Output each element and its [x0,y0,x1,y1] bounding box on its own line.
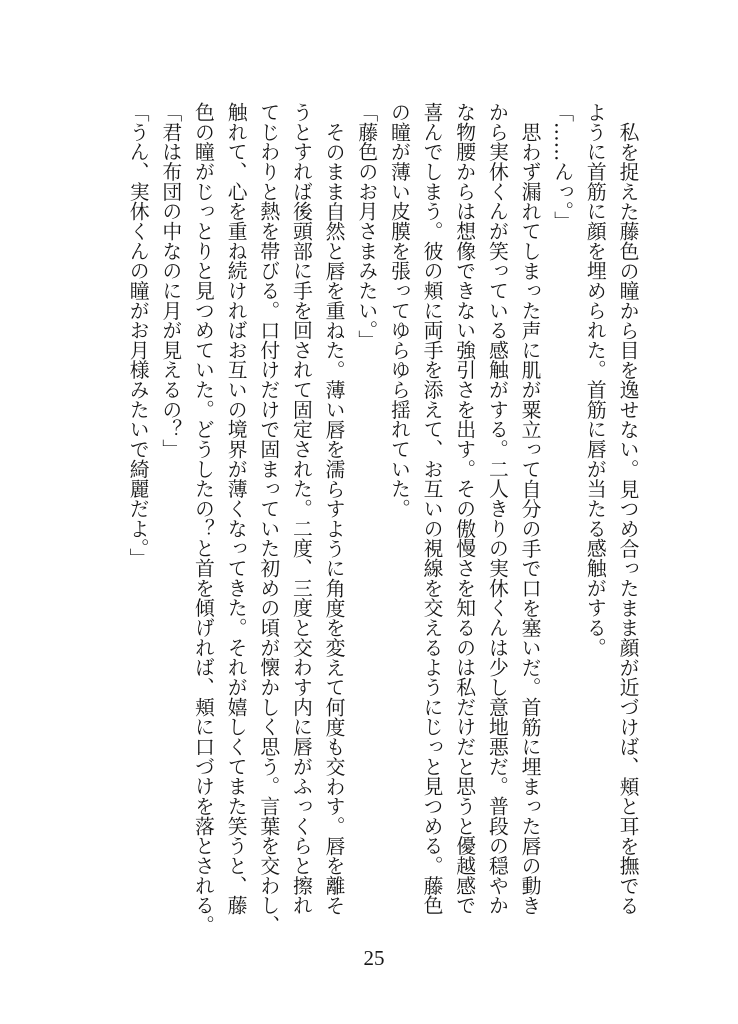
text-line: 色の瞳がじっとりと見つめていた。どうしたの？と首を傾げれば、頬に口づけを落とされる。 [191,102,215,935]
text-line: な物腰からは想像できない強引さを出す。その傲慢さを知るのは私だけだと思うと優越感で [452,102,476,916]
text-line: うとすれば後頭部に手を回されて固定された。二度、三度と交わす内に唇がふっくらと擦れ [289,102,313,916]
text-line: ように首筋に顔を埋められた。首筋に唇が当たる感触がする。 [583,102,607,658]
paragraph-narration [382,102,545,916]
paragraph-narration [578,102,643,916]
paragraph-dialogue [153,102,186,916]
dialogue-line: 「……んっ。」 [550,102,574,231]
paragraph-dialogue [545,102,578,916]
dialogue-line: 「君は布団の中なのに月が見えるの？」 [158,102,182,459]
paragraph-dialogue [349,102,382,916]
text-line: から実休くんが笑っている感触がする。二人きりの実休くんは少し意地悪だ。普段の穏やか [485,102,509,916]
text-line: てじわりと熱を帯びる。口付けだけで固まっていた初めの頃が懐かしく思う。言葉を交わし、 [256,102,280,935]
text-line: そのまま自然と唇を重ねた。薄い唇を濡らすように角度を変えて何度も交わす。唇を離そ [322,121,346,916]
paragraph-dialogue [121,102,154,916]
text-line: 思わず漏れてしまった声に肌が粟立って自分の手で口を塞いだ。首筋に埋まった唇の動き [518,121,542,916]
text-line: の瞳が薄い皮膜を張ってゆらゆら揺れていた。 [387,102,411,519]
text-line: 喜んでしまう。彼の頬に両手を添えて、お互いの視線を交えるようにじっと見つめる。藤色 [420,102,444,916]
vertical-body-text [120,102,643,935]
dialogue-line: 「藤色のお月さまみたい。」 [354,102,378,350]
text-line: 触れて、心を重ね続ければお互いの境界が薄くなってきた。それが嬉しくてまた笑うと、藤 [224,102,248,916]
text-line: 私を捉えた藤色の瞳から目を逸せない。見つめ合ったまま顔が近づけば、頬と耳を撫でる [616,121,639,916]
paragraph-narration [186,102,349,935]
page-number: 25 [363,946,385,970]
dialogue-line: 「うん、実休くんの瞳がお月様みたいで綺麗だよ。」 [126,102,150,569]
